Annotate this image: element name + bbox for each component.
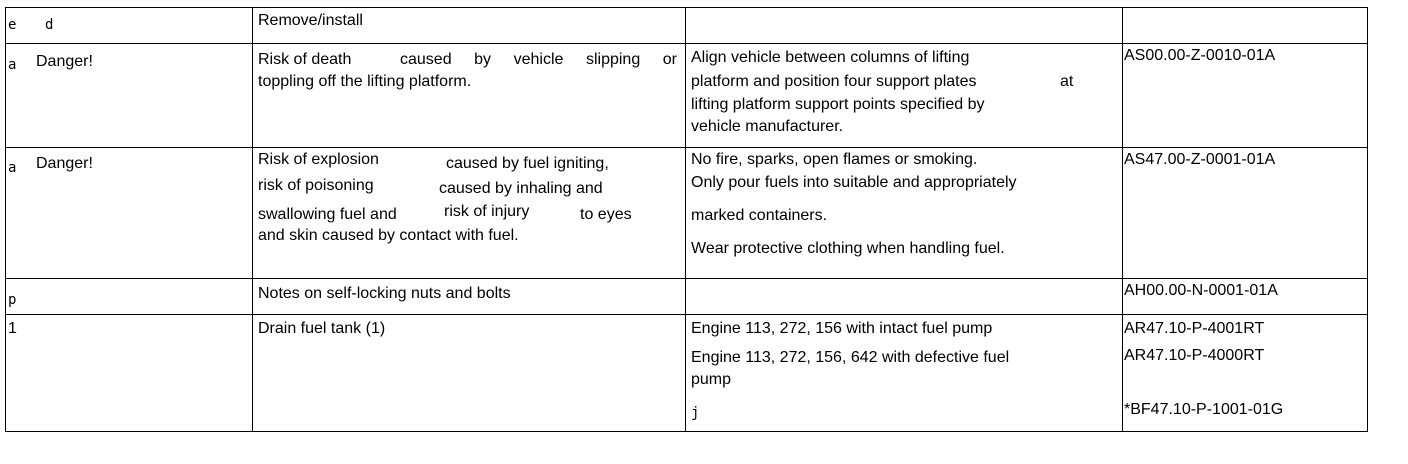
step-number: 1: [8, 320, 17, 337]
risk-text-line: caused by inhaling and: [439, 180, 603, 197]
reference-code: AS00.00-Z-0010-01A: [1124, 47, 1276, 64]
engine-condition-line: pump: [691, 371, 732, 388]
column-divider: [252, 8, 253, 431]
risk-text-line: and skin caused by contact with fuel.: [258, 227, 519, 244]
reference-code: AH00.00-N-0001-01A: [1124, 282, 1278, 299]
risk-text-line: to eyes: [580, 206, 632, 223]
reference-code: *BF47.10-P-1001-01G: [1124, 401, 1284, 418]
symbol-d: d: [45, 17, 54, 33]
column-divider: [1122, 8, 1123, 431]
symbol-e: e: [8, 17, 17, 33]
row-divider: [6, 43, 1367, 44]
danger-label: Danger!: [36, 155, 93, 172]
tool-symbol: j: [691, 405, 700, 421]
row-divider: [6, 278, 1367, 279]
instruction-line: Wear protective clothing when handling fuel.: [691, 240, 1005, 257]
engine-condition-line: Engine 113, 272, 156 with intact fuel pump: [691, 320, 993, 337]
risk-text-line: Risk of explosion: [258, 151, 379, 168]
instruction-line: at: [1060, 73, 1074, 90]
step-drain-fuel-tank: Drain fuel tank (1): [258, 320, 386, 337]
instruction-line: Align vehicle between columns of lifting: [691, 49, 970, 66]
risk-text-line: toppling off the lifting platform.: [258, 73, 472, 90]
reference-code: AR47.10-P-4000RT: [1124, 347, 1265, 364]
danger-symbol: a: [8, 57, 17, 73]
reference-code: AS47.00-Z-0001-01A: [1124, 151, 1276, 168]
instruction-line: Only pour fuels into suitable and appropriately: [691, 174, 1017, 191]
procedure-table: [5, 7, 1368, 432]
column-divider: [685, 8, 686, 431]
note-text: Notes on self-locking nuts and bolts: [258, 285, 511, 302]
engine-condition-line: Engine 113, 272, 156, 642 with defective fuel: [691, 349, 1010, 366]
instruction-line: marked containers.: [691, 207, 828, 224]
row-divider: [6, 314, 1367, 315]
risk-text-line: risk of injury: [444, 203, 530, 220]
row-divider: [6, 147, 1367, 148]
step-remove-install: Remove/install: [258, 12, 363, 29]
instruction-line: platform and position four support plates: [691, 73, 977, 90]
risk-text-line: Risk of death: [258, 51, 352, 68]
reference-code: AR47.10-P-4001RT: [1124, 320, 1265, 337]
risk-text-line: caused by vehicle slipping or: [400, 51, 677, 68]
danger-label: Danger!: [36, 53, 93, 70]
instruction-line: vehicle manufacturer.: [691, 118, 844, 135]
instruction-line: No fire, sparks, open flames or smoking.: [691, 151, 978, 168]
risk-text-line: swallowing fuel and: [258, 206, 397, 223]
risk-text-line: risk of poisoning: [258, 177, 374, 194]
danger-symbol: a: [8, 160, 17, 176]
note-symbol: p: [8, 292, 17, 308]
instruction-line: lifting platform support points specified by: [691, 96, 985, 113]
risk-text-line: caused by fuel igniting,: [446, 155, 609, 172]
